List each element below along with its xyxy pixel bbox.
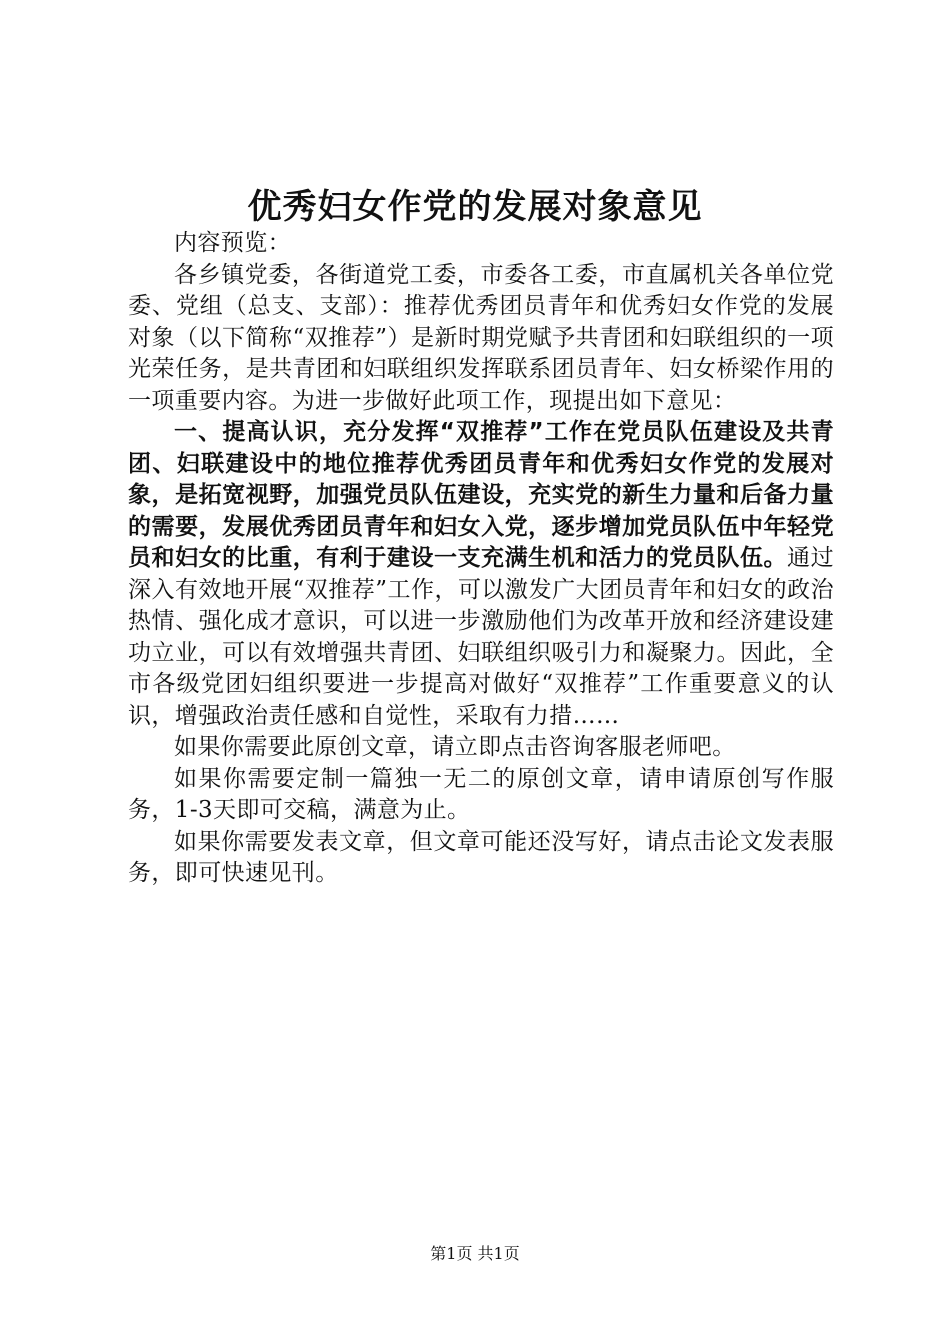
page-indicator: 第1页 共1页	[430, 1244, 520, 1263]
notice-original-article[interactable]: 如果你需要此原创文章，请立即点击咨询客服老师吧。	[174, 734, 736, 760]
notice-custom-writing[interactable]: 如果你需要定制一篇独一无二的原创文章，请申请原创写作服务，1-3天即可交稿，满意为止。	[128, 765, 834, 823]
preview-label: 内容预览：	[174, 230, 291, 256]
document-body	[128, 228, 834, 890]
section-1-heading: 一、提高认识，充分发挥“双推荐”工作在党员队伍建设及共青团、妇联建设中的地位推荐优秀团员青年和优秀妇女作党的发展对象，是拓宽视野，加强党员队伍建设，充实党的新生力量和后备力量的需要，发展优秀团员青年和妇女入党，逐步增加党员队伍中年轻党员和妇女的比重，有利于建设一支充满生机和活力的党员队伍。	[128, 419, 834, 571]
section-1-body: 通过深入有效地开展“双推荐”工作，可以激发广大团员青年和妇女的政治热情、强化成才意识，可以进一步激励他们为改革开放和经济建设建功立业，可以有效增强共青团、妇联组织吸引力和凝聚力。因此，全市各级党团妇组织要进一步提高对做好“双推荐”工作重要意义的认识，增强政治责任感和自觉性，采取有力措……	[128, 545, 834, 729]
document-title: 优秀妇女作党的发展对象意见	[247, 187, 703, 227]
notice-publish-service[interactable]: 如果你需要发表文章，但文章可能还没写好，请点击论文发表服务，即可快速见刊。	[128, 828, 834, 886]
intro-paragraph: 各乡镇党委，各街道党工委，市委各工委，市直属机关各单位党委、党组（总支、支部）：推荐优秀团员青年和优秀妇女作党的发展对象（以下简称“双推荐”）是新时期党赋予共青团和妇联组织的一项光荣任务，是共青团和妇联组织发挥联系团员青年、妇女桥梁作用的一项重要内容。为进一步做好此项工作，现提出如下意见：	[128, 261, 834, 414]
section-1-paragraph	[128, 417, 834, 732]
